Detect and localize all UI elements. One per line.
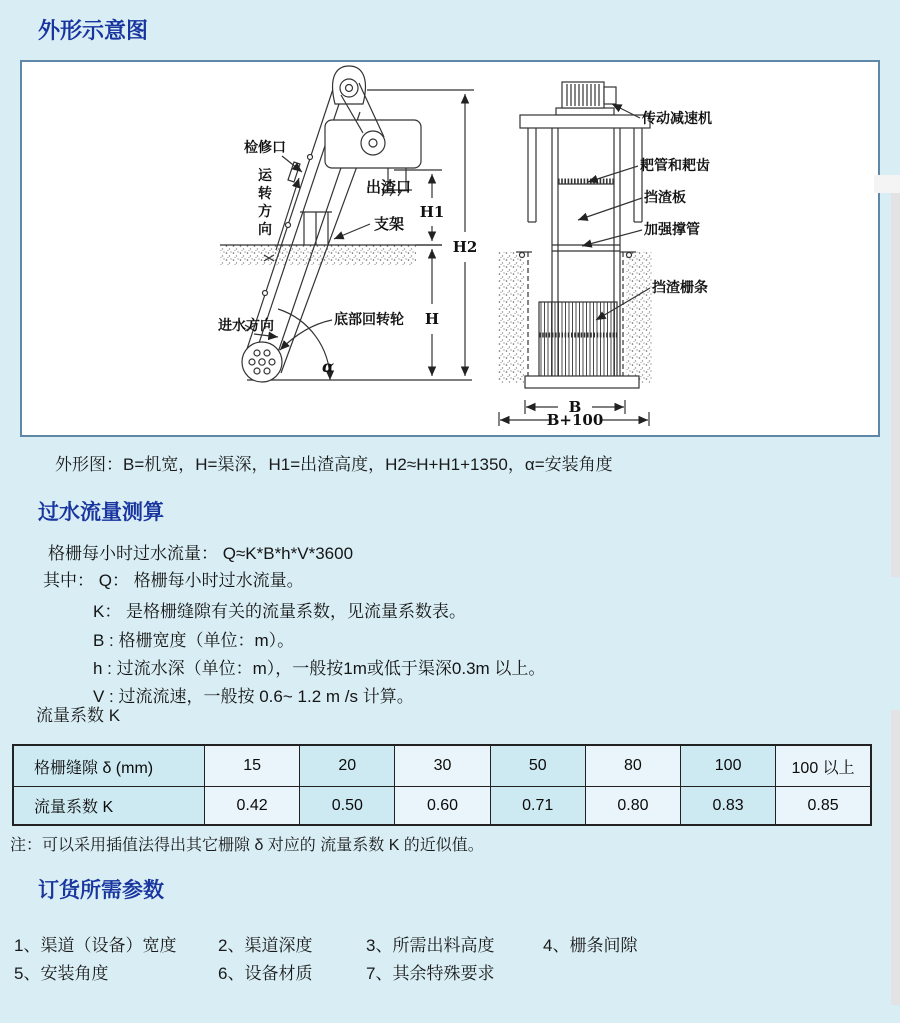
bottom-wheel-label: 底部回转轮 — [334, 311, 404, 327]
ground-hatch — [220, 245, 442, 265]
order-item: 2、渠道深度 — [218, 936, 313, 955]
bottom-wheel — [242, 342, 282, 382]
brace-label: 加强撑管 — [644, 221, 700, 237]
run-direction-char: 转 — [258, 185, 272, 201]
order-item: 6、设备材质 — [218, 964, 313, 983]
outline-heading: 外形示意图 — [38, 18, 149, 43]
rake-teeth-row — [558, 181, 614, 184]
dim-b100-label: B+100 — [546, 411, 604, 429]
run-direction-char: 向 — [258, 221, 272, 237]
order-item: 3、所需出料高度 — [366, 936, 495, 955]
base-plate — [525, 376, 639, 388]
dim-h1-label: H1 — [419, 203, 445, 221]
bar-screen — [539, 302, 617, 378]
table-header-cell: 格栅缝隙 δ (mm) — [13, 745, 205, 787]
order-item: 4、栅条间隙 — [543, 936, 638, 955]
table-value-cell: 0.50 — [300, 787, 395, 826]
right-drawing — [498, 82, 712, 429]
page-edge-artifact — [891, 710, 900, 1005]
table-header-row — [13, 745, 871, 787]
diagram-caption: 外形图：B=机宽，H=渠深，H1=出渣高度，H2≈H+H1+1350，α=安装角度 — [55, 455, 613, 474]
table-value-cell: 0.60 — [395, 787, 490, 826]
support-label: 支架 — [374, 216, 405, 233]
dim-b-label: B — [568, 398, 582, 416]
support-legs — [300, 212, 332, 245]
table-header-cell: 15 — [205, 745, 300, 787]
reducer-label: 传动减速机 — [642, 110, 712, 126]
bars-label: 挡渣栅条 — [652, 279, 708, 295]
table-value-cell: 流量系数 K — [13, 787, 205, 826]
drive-motor — [556, 82, 616, 115]
table-header-cell: 100 以上 — [776, 745, 871, 787]
inspection-port-label: 检修口 — [244, 139, 286, 155]
order-item: 1、渠道（设备）宽度 — [14, 936, 177, 955]
run-direction-char: 运 — [258, 167, 272, 183]
page-edge-artifact — [874, 175, 900, 193]
order-item: 7、其余特殊要求 — [366, 964, 495, 983]
table-header-cell: 50 — [490, 745, 585, 787]
reinforcing-brace — [552, 245, 620, 251]
outline-diagram — [22, 62, 878, 435]
flow-line: V : 过流流速，一般按 0.6~ 1.2 m /s 计算。 — [93, 687, 414, 706]
table-value-cell: 0.80 — [585, 787, 680, 826]
left-drawing — [217, 66, 477, 382]
table-note: 注：可以采用插值法得出其它栅隙 δ 对应的 流量系数 K 的近似值。 — [10, 837, 484, 854]
table-value-row — [13, 787, 871, 826]
dim-h2-label: H2 — [452, 238, 478, 256]
flow-formula: 格栅每小时过水流量： Q≈K*B*h*V*3600 — [48, 544, 354, 563]
k-table-container — [12, 744, 872, 826]
flow-line: K： 是格栅缝隙有关的流量系数，见流量系数表。 — [93, 602, 467, 621]
flow-heading: 过水流量测算 — [38, 501, 164, 524]
table-value-cell: 0.71 — [490, 787, 585, 826]
table-value-cell: 0.85 — [776, 787, 871, 826]
discharge-port-label: 出渣口 — [366, 179, 412, 196]
table-header-cell: 20 — [300, 745, 395, 787]
flow-line: B : 格栅宽度（单位：m）。 — [93, 631, 295, 650]
diagram-panel — [20, 60, 880, 437]
table-value-cell: 0.83 — [681, 787, 776, 826]
table-header-cell: 100 — [681, 745, 776, 787]
head-assembly — [325, 66, 421, 168]
table-header-cell: 30 — [395, 745, 490, 787]
inflow-direction-label: 进水方向 — [218, 317, 274, 333]
flow-line: 其中： Q： 格栅每小时过水流量。 — [43, 571, 304, 590]
run-direction-char: 方 — [258, 203, 272, 219]
table-value-cell: 0.42 — [205, 787, 300, 826]
table-header-cell: 80 — [585, 745, 680, 787]
flow-coefficient-table — [12, 744, 872, 826]
order-item: 5、安装角度 — [14, 964, 109, 983]
page-edge-artifact — [891, 193, 900, 577]
slag-plate-label: 挡渣板 — [644, 189, 686, 205]
dim-h-label: H — [424, 310, 440, 328]
rake-label: 耙管和耙齿 — [640, 157, 710, 173]
flow-line: h : 过流水深（单位：m），一般按1m或低于渠深0.3m 以上。 — [93, 659, 546, 678]
alpha-label: α — [322, 357, 335, 376]
order-heading: 订货所需参数 — [38, 879, 164, 902]
table-caption: 流量系数 K — [36, 706, 121, 725]
